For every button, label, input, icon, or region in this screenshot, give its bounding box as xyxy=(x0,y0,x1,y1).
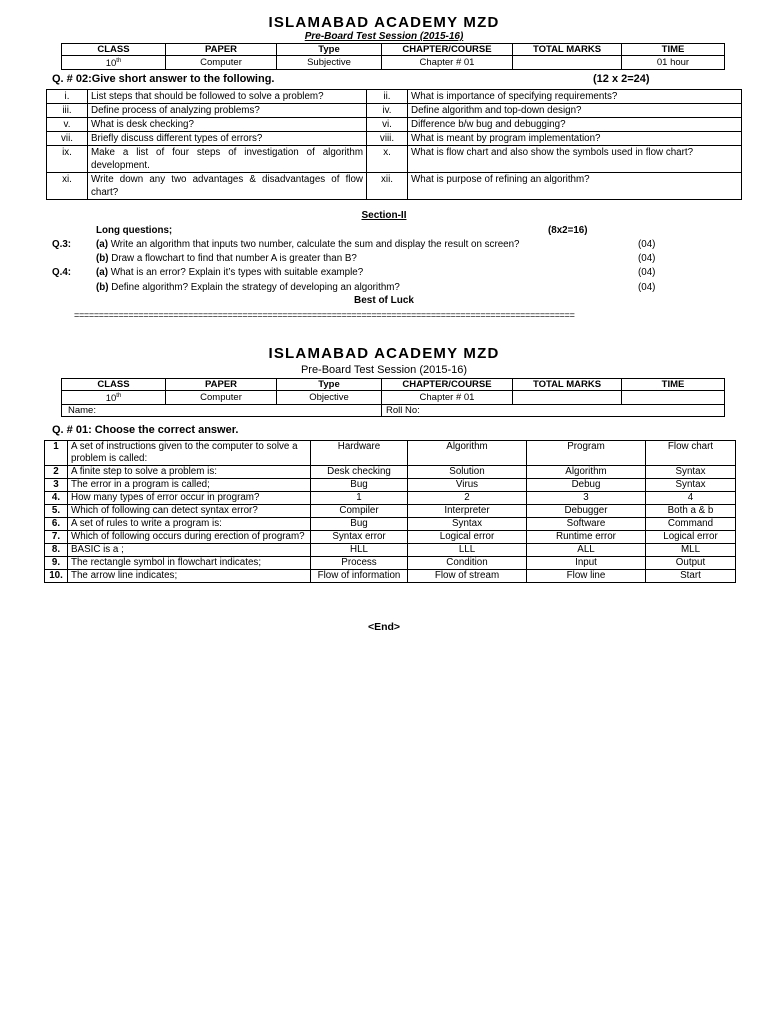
q4b-text: Define algorithm? Explain the strategy of developing an algorithm? xyxy=(111,282,400,293)
mcq-question: The rectangle symbol in flowchart indicates; xyxy=(68,557,311,570)
mcq-option-c: Program xyxy=(527,441,646,466)
mcq-option-c: Debugger xyxy=(527,505,646,518)
question-text: What is flow chart and also show the symbols used in flow chart? xyxy=(408,146,742,173)
time-value: 01 hour xyxy=(622,56,725,70)
section-ii-heading: Section-II xyxy=(361,210,407,221)
sheet2-session: Pre-Board Test Session (2015-16) xyxy=(300,364,468,376)
mcq-number: 9. xyxy=(45,557,68,570)
mcq-option-b: Interpreter xyxy=(408,505,527,518)
mcq-option-d: Syntax xyxy=(646,479,736,492)
question-number: ii. xyxy=(367,90,408,104)
q4a-text: What is an error? Explain it’s types with suitable example? xyxy=(110,267,364,278)
mcq-row xyxy=(45,441,736,466)
q3b-line xyxy=(96,252,357,265)
mcq-option-c: Flow line xyxy=(527,570,646,583)
sheet2-info-value-row xyxy=(62,391,725,405)
sheet1-info-header-row xyxy=(62,44,725,56)
roll-number-field[interactable]: Roll No: xyxy=(382,405,725,417)
mcq-option-b: Logical error xyxy=(408,531,527,544)
mcq-row xyxy=(45,479,736,492)
mcq-question: A set of instructions given to the computer to solve a problem is called: xyxy=(68,441,311,466)
header-total-marks: TOTAL MARKS xyxy=(513,379,622,391)
mcq-option-a: 1 xyxy=(311,492,408,505)
mcq-option-c: Runtime error xyxy=(527,531,646,544)
name-field[interactable]: Name: xyxy=(62,405,382,417)
paper-value: Computer xyxy=(166,56,277,70)
mcq-question: How many types of error occur in program? xyxy=(68,492,311,505)
mcq-question: A set of rules to write a program is: xyxy=(68,518,311,531)
q3-label: Q.3: xyxy=(52,239,72,250)
question-number: iv. xyxy=(367,104,408,118)
class-number: 10 xyxy=(105,393,117,405)
mcq-option-a: Flow of information xyxy=(311,570,408,583)
sheet2-info-table xyxy=(61,378,725,417)
q3b-text: Draw a flowchart to find that number A is greater than B? xyxy=(111,253,357,264)
mcq-number: 4. xyxy=(45,492,68,505)
question-text: Make a list of four steps of investigation of algorithm development. xyxy=(88,146,367,173)
class-value xyxy=(62,391,166,405)
chapter-value: Chapter # 01 xyxy=(382,391,513,405)
question-number: iii. xyxy=(47,104,88,118)
q4b-tag: (b) xyxy=(96,282,109,293)
best-of-luck: Best of Luck xyxy=(353,295,414,306)
mcq-option-c: Algorithm xyxy=(527,466,646,479)
short-question-row xyxy=(47,104,742,118)
header-time: TIME xyxy=(622,379,725,391)
q3b-marks: (04) xyxy=(638,253,656,264)
mcq-option-b: Flow of stream xyxy=(408,570,527,583)
mcq-row xyxy=(45,544,736,557)
mcq-row xyxy=(45,492,736,505)
header-class: CLASS xyxy=(62,379,166,391)
question-number: vii. xyxy=(47,132,88,146)
mcq-option-d: Command xyxy=(646,518,736,531)
sheet1-session: Pre-Board Test Session (2015-16) xyxy=(304,31,464,42)
mcq-option-c: 3 xyxy=(527,492,646,505)
short-questions-table xyxy=(46,89,742,200)
q4b-marks: (04) xyxy=(638,282,656,293)
question-text: Briefly discuss different types of errors? xyxy=(88,132,367,146)
q3a-tag: (a) xyxy=(96,239,108,250)
short-question-row xyxy=(47,132,742,146)
header-paper: PAPER xyxy=(166,379,277,391)
q1-heading: Q. # 01: Choose the correct answer. xyxy=(52,424,239,436)
mcq-option-a: Bug xyxy=(311,518,408,531)
question-text: List steps that should be followed to solve a problem? xyxy=(88,90,367,104)
mcq-question: BASIC is a ; xyxy=(68,544,311,557)
question-number: xi. xyxy=(47,173,88,200)
mcq-number: 5. xyxy=(45,505,68,518)
class-number: 10 xyxy=(105,58,117,70)
mcq-number: 7. xyxy=(45,531,68,544)
sheet1-info-value-row xyxy=(62,56,725,70)
type-value: Subjective xyxy=(277,56,382,70)
q4-label: Q.4: xyxy=(52,267,72,278)
short-question-row xyxy=(47,90,742,104)
long-questions-heading: Long questions; xyxy=(96,225,173,236)
class-suffix: th xyxy=(116,393,122,399)
question-text: What is desk checking? xyxy=(88,118,367,132)
header-type: Type xyxy=(277,379,382,391)
q2-marks: (12 x 2=24) xyxy=(593,73,650,85)
mcq-option-b: Syntax xyxy=(408,518,527,531)
mcq-row xyxy=(45,531,736,544)
header-paper: PAPER xyxy=(166,44,277,56)
mcq-number: 6. xyxy=(45,518,68,531)
mcq-option-d: MLL xyxy=(646,544,736,557)
header-class: CLASS xyxy=(62,44,166,56)
mcq-option-a: Syntax error xyxy=(311,531,408,544)
q2-heading: Q. # 02:Give short answer to the following. xyxy=(52,73,275,85)
mcq-option-b: Virus xyxy=(408,479,527,492)
question-text: Write down any two advantages & disadvantages of flow chart? xyxy=(88,173,367,200)
question-text: Define algorithm and top-down design? xyxy=(408,104,742,118)
end-marker: <End> xyxy=(367,621,401,633)
sheet1-info-table xyxy=(61,43,725,70)
mcq-question: A finite step to solve a problem is: xyxy=(68,466,311,479)
mcq-option-d: 4 xyxy=(646,492,736,505)
mcq-row xyxy=(45,557,736,570)
mcq-option-a: Process xyxy=(311,557,408,570)
separator-line: ===================================================================================================== xyxy=(74,310,575,320)
q3a-marks: (04) xyxy=(638,239,656,250)
question-number: v. xyxy=(47,118,88,132)
short-question-row xyxy=(47,146,742,173)
mcq-number: 3 xyxy=(45,479,68,492)
mcq-option-b: 2 xyxy=(408,492,527,505)
mcq-table xyxy=(44,440,736,583)
mcq-option-b: Algorithm xyxy=(408,441,527,466)
mcq-option-a: Hardware xyxy=(311,441,408,466)
mcq-option-b: Solution xyxy=(408,466,527,479)
sheet2-title: ISLAMABAD ACADEMY MZD xyxy=(268,345,500,362)
mcq-row xyxy=(45,505,736,518)
q3a-line xyxy=(96,238,520,251)
mcq-option-c: Input xyxy=(527,557,646,570)
sheet1-title: ISLAMABAD ACADEMY MZD xyxy=(268,14,500,31)
mcq-option-d: Syntax xyxy=(646,466,736,479)
mcq-row xyxy=(45,466,736,479)
mcq-number: 2 xyxy=(45,466,68,479)
header-chapter: CHAPTER/COURSE xyxy=(382,44,513,56)
total-marks-value xyxy=(513,391,622,405)
question-number: x. xyxy=(367,146,408,173)
mcq-option-c: ALL xyxy=(527,544,646,557)
mcq-question: The arrow line indicates; xyxy=(68,570,311,583)
long-questions-marks: (8x2=16) xyxy=(548,225,588,236)
mcq-option-d: Start xyxy=(646,570,736,583)
mcq-option-d: Logical error xyxy=(646,531,736,544)
mcq-option-d: Flow chart xyxy=(646,441,736,466)
mcq-option-a: Bug xyxy=(311,479,408,492)
question-text: Define process of analyzing problems? xyxy=(88,104,367,118)
short-question-row xyxy=(47,173,742,200)
mcq-question: The error in a program is called; xyxy=(68,479,311,492)
mcq-number: 10. xyxy=(45,570,68,583)
q3b-tag: (b) xyxy=(96,253,109,264)
header-time: TIME xyxy=(622,44,725,56)
question-number: i. xyxy=(47,90,88,104)
question-text: Difference b/w bug and debugging? xyxy=(408,118,742,132)
type-value: Objective xyxy=(277,391,382,405)
mcq-option-d: Output xyxy=(646,557,736,570)
mcq-option-b: LLL xyxy=(408,544,527,557)
question-number: viii. xyxy=(367,132,408,146)
question-text: What is meant by program implementation? xyxy=(408,132,742,146)
mcq-row xyxy=(45,570,736,583)
question-text: What is purpose of refining an algorithm? xyxy=(408,173,742,200)
q3a-text: Write an algorithm that inputs two number, calculate the sum and display the result on screen? xyxy=(110,239,520,250)
mcq-option-d: Both a & b xyxy=(646,505,736,518)
sheet2-info-header-row xyxy=(62,379,725,391)
header-total-marks: TOTAL MARKS xyxy=(513,44,622,56)
name-roll-row xyxy=(62,405,725,417)
q4a-line xyxy=(96,266,363,279)
header-type: Type xyxy=(277,44,382,56)
q4b-line xyxy=(96,281,400,294)
mcq-option-b: Condition xyxy=(408,557,527,570)
question-number: xii. xyxy=(367,173,408,200)
time-value xyxy=(622,391,725,405)
header-chapter: CHAPTER/COURSE xyxy=(382,379,513,391)
mcq-question: Which of following can detect syntax error? xyxy=(68,505,311,518)
chapter-value: Chapter # 01 xyxy=(382,56,513,70)
mcq-option-a: HLL xyxy=(311,544,408,557)
question-text: What is importance of specifying requirements? xyxy=(408,90,742,104)
mcq-option-c: Debug xyxy=(527,479,646,492)
q4a-marks: (04) xyxy=(638,267,656,278)
mcq-option-a: Desk checking xyxy=(311,466,408,479)
paper-value: Computer xyxy=(166,391,277,405)
short-question-row xyxy=(47,118,742,132)
mcq-number: 8. xyxy=(45,544,68,557)
class-suffix: th xyxy=(116,58,122,64)
mcq-option-c: Software xyxy=(527,518,646,531)
question-number: vi. xyxy=(367,118,408,132)
question-number: ix. xyxy=(47,146,88,173)
mcq-row xyxy=(45,518,736,531)
mcq-option-a: Compiler xyxy=(311,505,408,518)
mcq-question: Which of following occurs during erection of program? xyxy=(68,531,311,544)
total-marks-value xyxy=(513,56,622,70)
class-value xyxy=(62,56,166,70)
mcq-number: 1 xyxy=(45,441,68,466)
q4a-tag: (a) xyxy=(96,267,108,278)
